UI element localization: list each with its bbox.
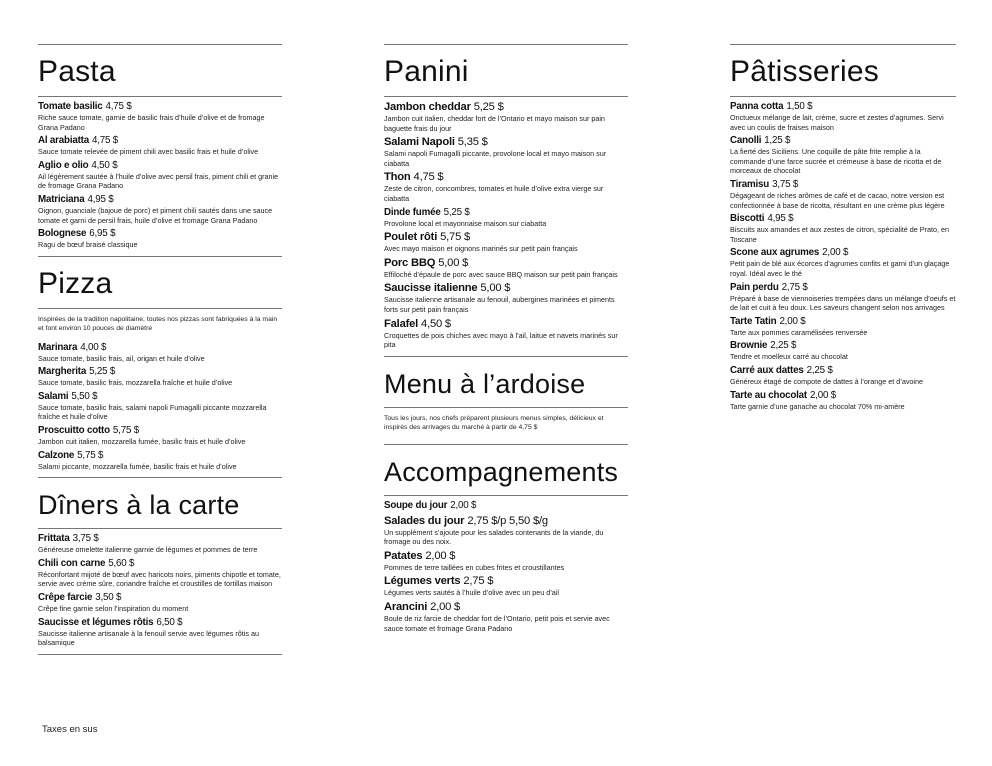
menu-item-header	[384, 575, 628, 588]
section-intro: Tous les jours, nos chefs préparent plusieurs menus simples, délicieux et inspirés des arrivages du marché à partir de 4,75 $	[384, 414, 604, 432]
menu-item-name: Dinde fumée	[384, 206, 441, 218]
menu-item-description: Oignon, guanciale (bajoue de porc) et piment chili sautés dans une sauce tomate et garni de persil frais, huile d’olive et fromage Grana Padano	[38, 205, 273, 225]
menu-item	[38, 558, 282, 589]
menu-item-header	[38, 592, 282, 604]
section-menu-a-l-ardoise	[384, 356, 628, 444]
menu-item-name: Légumes verts	[384, 575, 461, 588]
menu-item-price: 3,75 $	[72, 533, 99, 545]
menu-item-header	[730, 340, 956, 352]
menu-item-name: Soupe du jour	[384, 499, 448, 511]
menu-item-name: Salades du jour	[384, 514, 465, 527]
menu-item	[38, 617, 282, 648]
menu-item	[38, 160, 282, 191]
menu-item-name: Falafel	[384, 317, 419, 330]
menu-item-header	[38, 391, 282, 403]
menu-item-price: 6,50 $	[156, 616, 183, 628]
menu-item-name: Bolognese	[38, 228, 87, 240]
menu-item-name: Margherita	[38, 366, 87, 378]
section-intro: Inspirées de la tradition napolitaine, toutes nos pizzas sont fabriquées à la main et font environ 10 pouces de diamètre	[38, 315, 278, 333]
menu-item-name: Thon	[384, 171, 411, 184]
menu-item-name: Chili con carne	[38, 557, 106, 569]
menu-item-description: Crêpe fine garnie selon l’inspiration du moment	[38, 603, 189, 613]
menu-item-header	[730, 101, 956, 113]
menu-item-price: 2,75 $/p 5,50 $/g	[467, 514, 548, 527]
menu-item-header	[730, 390, 956, 402]
menu-item	[38, 533, 282, 555]
menu-item	[730, 101, 956, 132]
menu-item-list	[384, 97, 628, 356]
menu-item	[38, 366, 282, 388]
menu-item	[384, 257, 628, 280]
menu-item-header	[384, 601, 628, 614]
menu-item-price: 5,25 $	[89, 366, 116, 378]
menu-item-header	[730, 282, 956, 294]
menu-item-list	[384, 437, 628, 444]
menu-item-header	[384, 500, 628, 512]
menu-item	[384, 231, 628, 254]
menu-item-name: Salami	[38, 390, 69, 402]
section-pasta	[38, 44, 282, 256]
menu-item-header	[38, 194, 282, 206]
menu-item-name: Canolli	[730, 135, 762, 147]
menu-item-price: 4,50 $	[421, 317, 451, 330]
menu-item-price: 2,75 $	[781, 281, 808, 293]
menu-item-description: Onctueux mélange de lait, crème, sucre et zestes d’agrumes. Servi avec un coulis de fraises maison	[730, 113, 944, 132]
menu-item-price: 1,50 $	[786, 101, 813, 112]
menu-item-price: 5,35 $	[457, 136, 488, 149]
menu-item	[384, 500, 628, 512]
menu-item	[384, 207, 628, 229]
taxes-note: Taxes en sus	[42, 724, 98, 735]
menu-item	[384, 515, 628, 547]
menu-item-header	[38, 160, 282, 172]
menu-item-price: 4,00 $	[80, 341, 107, 353]
menu-item-name: Frittata	[38, 533, 70, 545]
menu-item-header	[38, 533, 282, 545]
menu-item	[384, 601, 628, 633]
menu-item	[384, 101, 628, 133]
menu-item-description: Biscuits aux amandes et aux zestes de citron, spécialité de Prato, en Toscane	[730, 225, 949, 244]
menu-item	[38, 228, 282, 250]
menu-item-description: Dégageant de riches arômes de café et de cacao, notre version est confectionnée à base de ricotta, résultant en une crème plus légère	[730, 190, 945, 210]
menu-item-description: Tendre et moelleux carré au chocolat	[730, 352, 848, 362]
menu-item-name: Arancini	[384, 600, 428, 613]
menu-item-description: Effiloché d’épaule de porc avec sauce BBQ maison sur petit pain français	[384, 269, 618, 279]
menu-item	[730, 247, 956, 278]
menu-item-header	[384, 207, 628, 219]
menu-item-header	[38, 425, 282, 437]
menu-item-name: Brownie	[730, 340, 768, 352]
menu-item-name: Poulet rôti	[384, 231, 438, 244]
menu-item	[384, 550, 628, 573]
menu-item-price: 1,25 $	[764, 135, 791, 147]
menu-item-name: Proscuitto cotto	[38, 424, 110, 436]
menu-item	[38, 101, 282, 132]
menu-item	[730, 135, 956, 176]
menu-item-description: Tarte garnie d’une ganache au chocolat 70% mi-amère	[730, 401, 905, 411]
menu-item-name: Matriciana	[38, 193, 85, 205]
menu-item-price: 4,50 $	[91, 159, 118, 171]
menu-item-list	[38, 97, 282, 256]
menu-item	[38, 135, 282, 157]
menu-item	[384, 282, 628, 314]
menu-item-name: Patates	[384, 549, 423, 562]
menu-item-header	[38, 135, 282, 147]
menu-item-name: Salami Napoli	[384, 136, 455, 149]
menu-item	[38, 194, 282, 225]
menu-item-description: Généreuse omelette italienne garnie de légumes et pommes de terre	[38, 545, 258, 555]
menu-item-header	[730, 179, 956, 191]
menu-item-header	[38, 558, 282, 570]
menu-item-list	[384, 496, 628, 640]
section-title: Pasta	[38, 45, 282, 97]
menu-item-price: 2,75 $	[463, 575, 494, 588]
section-panini	[384, 44, 628, 356]
menu-item-description: Boule de riz farcie de cheddar fort de l’Ontario, petit pois et servie avec sauce tomate et fromage Grana Padano	[384, 613, 610, 633]
menu-item	[384, 171, 628, 203]
menu-item-header	[730, 213, 956, 225]
menu-item-description: La fierté des Siciliens. Une coquille de pâte frite remplie à la commande d’une farce sucrée et crémeuse à base de ricotta et de morceaux de chocolat	[730, 147, 942, 176]
menu-item-header	[384, 101, 628, 114]
menu-item	[730, 390, 956, 412]
menu-item-list	[38, 338, 282, 478]
menu-item-header	[38, 101, 282, 113]
menu-item-description: Saucisse italienne artisanale à la fenouil servie avec légumes rôtis au balsamique	[38, 628, 259, 648]
menu-item-price: 5,50 $	[71, 390, 98, 402]
menu-item-name: Tomate basilic	[38, 101, 103, 112]
menu-item-header	[38, 450, 282, 462]
menu-item-price: 5,75 $	[440, 231, 471, 244]
menu-item-name: Scone aux agrumes	[730, 247, 820, 259]
menu-item	[730, 213, 956, 244]
menu-item-price: 5,00 $	[480, 282, 511, 295]
menu-item-price: 2,00 $	[450, 499, 477, 511]
menu-item-price: 5,25 $	[473, 101, 504, 113]
section-title: Pizza	[38, 257, 282, 309]
menu-item-description: Pommes de terre taillées en cubes frites et croustillantes	[384, 562, 565, 572]
menu-item	[38, 425, 282, 447]
menu-item-price: 4,75 $	[413, 171, 444, 184]
menu-item-header	[38, 366, 282, 378]
menu-item-description: Avec mayo maison et oignons marinés sur petit pain français	[384, 244, 578, 254]
menu-item-description: Réconfortant mijoté de bœuf avec haricots noirs, piments chipotle et tomate, servie avec crème sûre, coriandre fraîche et croustilles de tortillas maison	[38, 569, 281, 589]
menu-item-price: 3,75 $	[772, 178, 799, 190]
menu-item-name: Saucisse et légumes rôtis	[38, 616, 154, 628]
menu-item-description: Tarte aux pommes caramélisées renversée	[730, 327, 868, 337]
menu-item-header	[384, 257, 628, 270]
menu-item-price: 3,50 $	[95, 591, 122, 603]
menu-item-name: Porc BBQ	[384, 256, 436, 269]
menu-item-description: Sauce tomate, basilic frais, salami napoli Fumagalli piccante mozzarella fraîche et huile d’olive	[38, 402, 267, 422]
menu-item-header	[730, 365, 956, 377]
menu-item-price: 6,95 $	[89, 228, 116, 240]
menu-item-description: Légumes verts sautés à l’huile d’olive avec un peu d’ail	[384, 588, 559, 598]
menu-item-description: Riche sauce tomate, garnie de basilic frais d’huile d’olive et de fromage Grana Padano	[38, 113, 265, 132]
menu-item-name: Jambon cheddar	[384, 101, 471, 113]
menu-column-1	[38, 44, 282, 655]
menu-item-description: Petit pain de blé aux écorces d’agrumes confits et garni d’un glaçage royal. Idéal avec le thé	[730, 259, 950, 278]
section-title: Accompagnements	[384, 445, 628, 496]
menu-item-description: Jambon cuit italien, mozzarella fumée, basilic frais et huile d’olive	[38, 436, 246, 446]
menu-item-name: Calzone	[38, 449, 75, 461]
menu-item-description: Généreux étagé de compote de dattes à l’orange et d’avoine	[730, 376, 923, 386]
menu-item-name: Tarte Tatin	[730, 315, 777, 327]
menu-item-description: Sauce tomate relevée de piment chili avec basilic frais et huile d’olive	[38, 147, 259, 157]
menu-item-description: Provolone local et mayonnaise maison sur ciabatta	[384, 218, 547, 228]
menu-item-price: 4,75 $	[91, 135, 119, 147]
menu-item-description: Sauce tomate, basilic frais, ail, origan et huile d’olive	[38, 353, 205, 363]
menu-item-header	[384, 231, 628, 244]
menu-item-header	[384, 136, 628, 149]
menu-column-3	[730, 44, 956, 417]
menu-item-price: 2,00 $	[430, 600, 461, 613]
section-title: Pâtisseries	[730, 45, 956, 97]
menu-item	[384, 318, 628, 350]
menu-item-name: Biscotti	[730, 213, 765, 225]
menu-item-header	[730, 135, 956, 147]
menu-item-header	[384, 282, 628, 295]
menu-item-name: Tarte au chocolat	[730, 389, 807, 401]
section-pizza	[38, 256, 282, 477]
menu-item-price: 5,00 $	[438, 256, 469, 269]
menu-item-price: 4,75 $	[105, 101, 132, 112]
section-title: Dîners à la carte	[38, 478, 282, 529]
menu-item-list	[38, 529, 282, 654]
menu-item-header	[384, 515, 628, 528]
menu-item	[38, 342, 282, 364]
menu-item-name: Carré aux dattes	[730, 364, 804, 376]
menu-item-price: 2,00 $	[425, 549, 456, 562]
menu-item-price: 2,25 $	[770, 340, 797, 352]
menu-item	[38, 592, 282, 614]
menu-item-description: Sauce tomate, basilic frais, mozzarella fraîche et huile d’olive	[38, 378, 233, 388]
menu-item-header	[38, 342, 282, 354]
menu-item-price: 2,00 $	[822, 247, 849, 259]
menu-item-description: Un supplément s’ajoute pour les salades contenants de la viande, du fromage ou des noix.	[384, 527, 604, 547]
menu-item-description: Ragu de bœuf braisé classique	[38, 240, 138, 250]
menu-item-price: 5,75 $	[112, 424, 139, 436]
menu-item	[730, 179, 956, 210]
menu-item-name: Crêpe farcie	[38, 591, 93, 603]
section-diners-a-la-carte	[38, 477, 282, 654]
menu-item-price: 5,75 $	[77, 449, 104, 461]
menu-item-description: Ail légèrement sautée à l’huile d’olive avec persil frais, piment chili et granie de fromage Grana Padano	[38, 171, 279, 191]
menu-item	[384, 136, 628, 168]
menu-column-2	[384, 44, 628, 639]
menu-item-header	[384, 171, 628, 184]
menu-item-name: Panna cotta	[730, 101, 784, 112]
menu-item-description: Jambon cuit italien, cheddar fort de l’Ontario et mayo maison sur pain baguette frais du jour	[384, 114, 605, 133]
menu-item-description: Zeste de citron, concombres, tomates et huile d’olive extra vierge sur ciabatta	[384, 184, 604, 203]
menu-item	[38, 391, 282, 422]
menu-item-description: Saucisse italienne artisanale au fenouil, aubergines marinées et piments forts sur petit pain français	[384, 295, 615, 314]
menu-item	[38, 450, 282, 472]
menu-item-header	[38, 617, 282, 629]
menu-item-price: 2,00 $	[810, 389, 837, 401]
menu-item-description: Croquettes de pois chiches avec mayo à l’ail, laitue et navets marinés sur pita	[384, 330, 618, 350]
section-title: Menu à l’ardoise	[384, 357, 628, 408]
menu-item-header	[384, 318, 628, 331]
menu-item-name: Saucisse italienne	[384, 282, 478, 295]
menu-item-header	[730, 247, 956, 259]
column-end-rule	[38, 654, 282, 655]
menu-item-name: Marinara	[38, 341, 78, 353]
menu-item-price: 5,60 $	[108, 557, 135, 569]
menu-item-header	[38, 228, 282, 240]
menu-item-description: Salami piccante, mozzarella fumée, basilic frais et huile d’olive	[38, 461, 237, 471]
menu-item	[730, 316, 956, 338]
menu-item-price: 2,00 $	[779, 315, 806, 327]
section-accompagnements	[384, 444, 628, 640]
menu-item-name: Aglio e olio	[38, 159, 89, 171]
section-title: Panini	[384, 45, 628, 97]
menu-item-list	[730, 97, 956, 417]
menu-item	[384, 575, 628, 598]
menu-item-name: Pain perdu	[730, 281, 779, 293]
menu-item-price: 4,95 $	[767, 213, 794, 225]
menu-item	[730, 282, 956, 313]
menu-item-name: Al arabiatta	[38, 135, 89, 147]
menu-item-header	[384, 550, 628, 563]
menu-item-price: 2,25 $	[806, 364, 833, 376]
menu-item-price: 4,95 $	[87, 193, 114, 205]
menu-item-name: Tiramisu	[730, 178, 770, 190]
section-patisseries	[730, 44, 956, 417]
menu-item	[730, 365, 956, 387]
menu-item	[730, 340, 956, 362]
menu-item-price: 5,25 $	[443, 206, 470, 218]
menu-item-header	[730, 316, 956, 328]
menu-item-description: Salami napoli Fumagalli piccante, provolone local et mayo maison sur ciabatta	[384, 149, 607, 168]
menu-item-description: Préparé à base de viennoiseries trempées dans un mélange d’oeufs et de lait et cuit à feu doux. Les saveurs changent selon nos arrivages	[730, 293, 956, 313]
